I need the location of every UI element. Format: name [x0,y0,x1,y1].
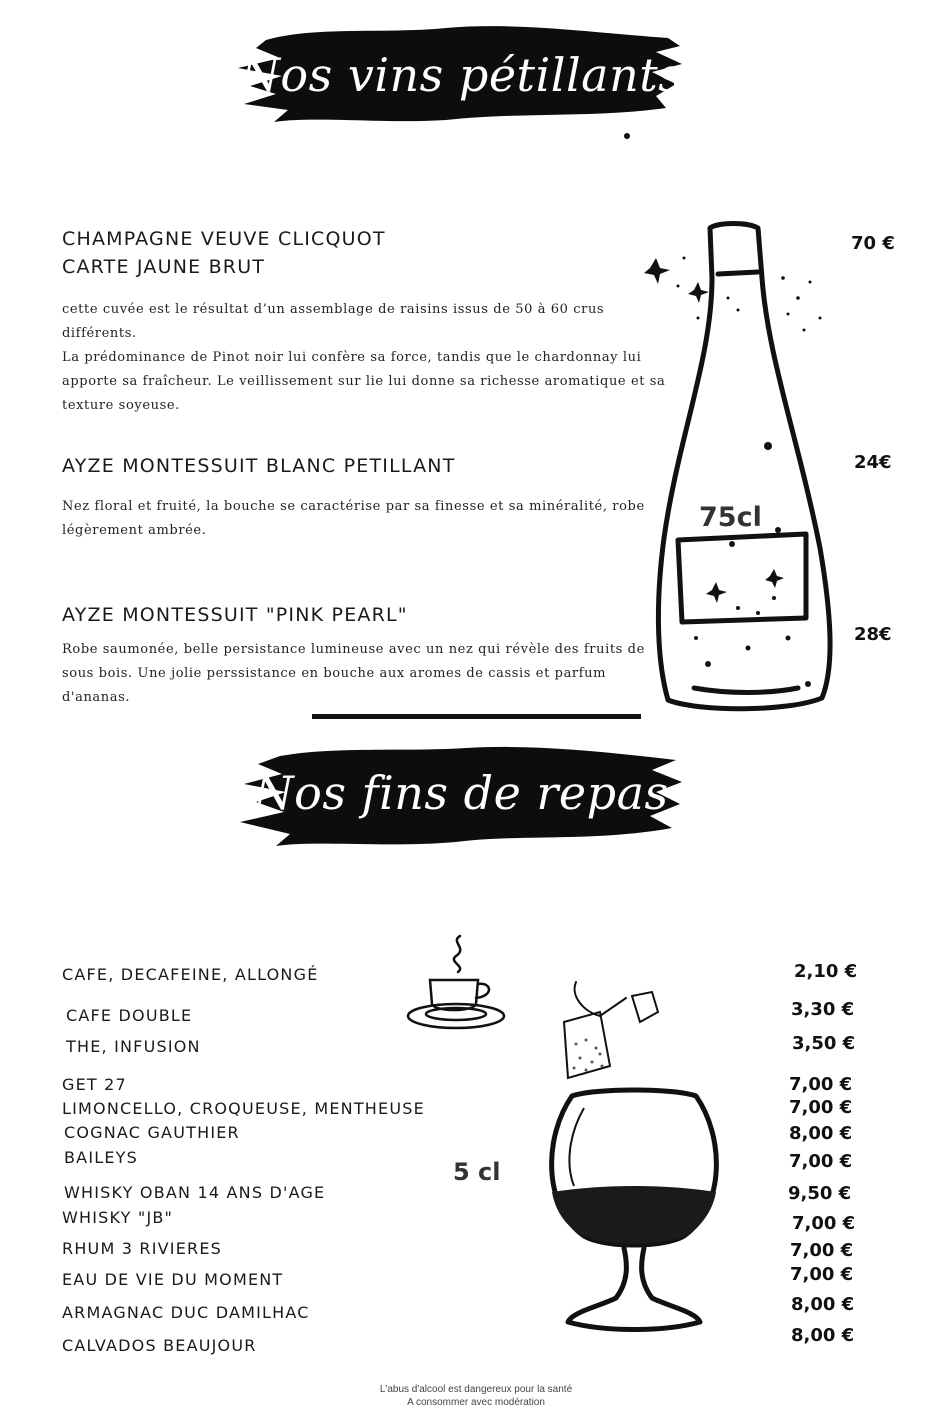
glass-volume: 5 cl [453,1158,501,1186]
section-divider [312,714,641,719]
champagne-bottle-icon [638,218,838,718]
menu-item: EAU DE VIE DU MOMENT [62,1270,284,1289]
wine-name: AYZE MONTESSUIT BLANC PETILLANT [62,455,456,477]
section2-header [236,738,686,858]
menu-item: COGNAC GAUTHIER [64,1123,240,1142]
section1-header [236,12,686,142]
menu-item-price: 3,50 € [792,1033,856,1054]
wine-price: 28€ [854,624,892,645]
menu-item: WHISKY "JB" [62,1208,174,1227]
wine-description: Nez floral et fruité, la bouche se caractérise par sa finesse et sa minéralité, robe légèrement ambrée. [62,499,645,538]
section1-title: Nos vins pétillants [239,48,683,102]
menu-item-price: 7,00 € [792,1213,856,1234]
menu-item: RHUM 3 RIVIERES [62,1239,223,1258]
wine-name: AYZE MONTESSUIT "PINK PEARL" [62,604,408,626]
menu-item-price: 7,00 € [789,1097,853,1118]
menu-item: BAILEYS [64,1148,138,1167]
wine-price: 70 € [851,233,895,254]
menu-item-price: 7,00 € [790,1264,854,1285]
footer-warning [0,1383,952,1409]
wine-price: 24€ [854,452,892,473]
coffee-cup-icon [404,932,510,1034]
wine-name: CHAMPAGNE VEUVE CLICQUOT [62,228,386,250]
bottle-volume: 75cl [699,502,762,533]
menu-item: GET 27 [62,1075,127,1094]
menu-item: THE, INFUSION [66,1037,201,1056]
wine-name-line2: CARTE JAUNE BRUT [62,256,266,278]
menu-item-price: 7,00 € [789,1074,853,1095]
menu-item-price: 7,00 € [790,1240,854,1261]
footer-line1: L'abus d'alcool est dangereux pour la santé [379,1384,573,1395]
menu-item: ARMAGNAC DUC DAMILHAC [62,1303,310,1322]
section2-title: Nos fins de repas [253,766,669,820]
menu-item-price: 8,00 € [789,1123,853,1144]
menu-item: WHISKY OBAN 14 ANS D'AGE [64,1183,326,1202]
menu-item-price: 3,30 € [791,999,855,1020]
menu-item-price: 2,10 € [794,961,858,982]
tea-bag-icon [556,974,666,1084]
menu-item-price: 9,50 € [788,1183,852,1204]
brandy-glass-icon [544,1086,724,1336]
wine-description: cette cuvée est le résultat d’un assemblage de raisins issus de 50 à 60 crus différents. La prédominance de Pinot noir lui confère sa force, tandis que le chardonnay lui apporte sa fraîcheur. Le veillissement sur lie lui donne sa richesse aromatique et sa texture soyeuse. [62,302,666,413]
menu-item: CAFE, DECAFEINE, ALLONGÉ [62,965,319,984]
menu-item-price: 8,00 € [791,1294,855,1315]
menu-item-price: 7,00 € [789,1151,853,1172]
menu-item: CALVADOS BEAUJOUR [62,1336,257,1355]
menu-item: LIMONCELLO, CROQUEUSE, MENTHEUSE [62,1099,425,1118]
wine-description: Robe saumonée, belle persistance lumineuse avec un nez qui révèle des fruits de sous bois. Une jolie perssistance en bouche aux aromes de cassis et parfum d'ananas. [62,642,645,705]
menu-item-price: 8,00 € [791,1325,855,1346]
menu-item: CAFE DOUBLE [66,1006,193,1025]
footer-line2: A consommer avec modération [407,1397,545,1408]
